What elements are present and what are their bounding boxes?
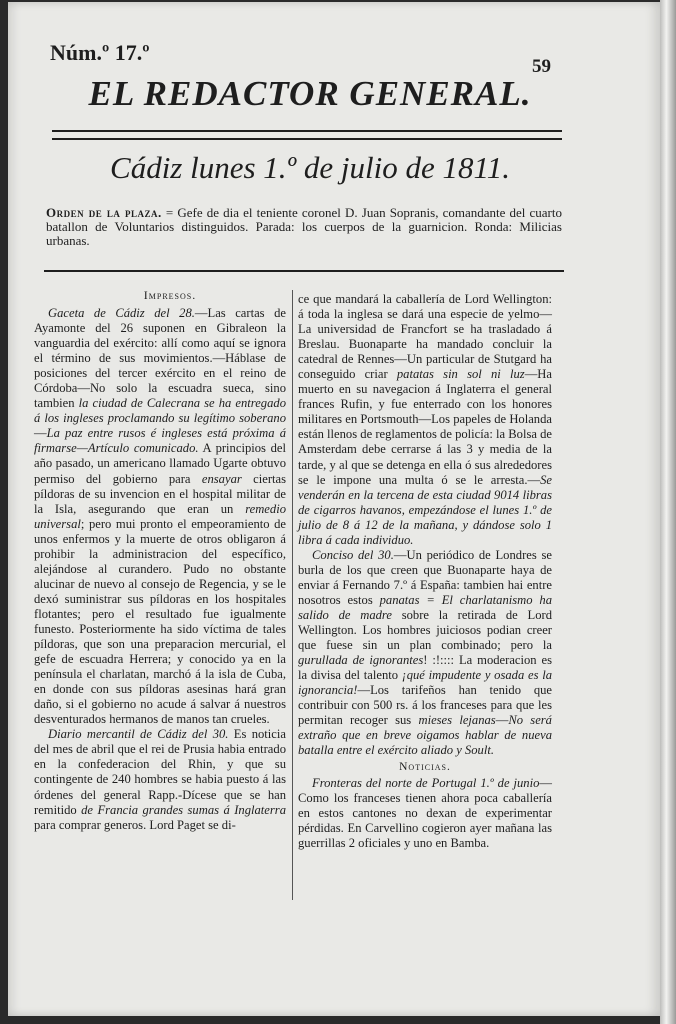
text-run-italic: No será extraño que en breve oigamos hablar de nueva batalla entre el exército aliado y Soult. [298,713,552,758]
issue-number: Núm.º 17.º [50,40,150,65]
text-run-italic: de Francia grandes sumas á Inglaterra [81,802,286,817]
masthead-title: EL REDACTOR GENERAL. [88,74,532,113]
orden-label: Orden de la plaza. [46,205,162,220]
text-run: — [495,713,509,728]
text-run-italic: panatas = El charlatanismo ha salido de madre [298,592,553,622]
fronteras-lead: Fronteras del norte de Portugal 1.º de junio [312,775,540,790]
section-rule [44,270,564,272]
text-run: —Ha muerto en su navegacion á Inglaterra el general frances Rufin, y fue enterrado con los honores militares en Portsmouth—Los papeles de Holanda están llenos de reglamentos de policía: la Bolsa de Amsterdam debe cerrarse á las 3 y media de la tarde, y al que se detenga en ella ó sus alrededores se le impone una multa ó se le arresta.— [298,367,552,487]
gaceta-lead: Gaceta de Cádiz del 28. [48,306,195,320]
text-run: —Los tarifeños han tenido que contribuir con 500 rs. á los franceses para que les permitan recoger sus [298,683,552,728]
paragraph-conciso [298,548,552,759]
text-run-italic: Se venderán en la tercena de esta ciudad 9014 libras de cigarros havanos, empezándose el lunes 1.º de julio de 8 á 12 de la mañana, y dándose solo 1 libra á cada individuo. [298,472,552,547]
paragraph-diario [34,727,286,832]
text-run-italic: gurullada de ignorantes [298,653,424,668]
text-run: para comprar generos. Lord Paget se di- [34,817,236,832]
text-run-italic: la ciudad de Calecrana se ha entregado á los ingleses proclamando su legítimo soberano [34,396,286,426]
text-run: —Un periódico de Londres se burla de los que creen que Buonaparte haya de enviar á Fernando 7.º á España: tambien hai entre nosotros estos [298,547,552,607]
text-run: sobre la retirada de Lord Wellington. Los hombres juiciosos podian creer que fuese sin un plan combinado; pero la [298,607,552,653]
orden-de-la-plaza [46,206,562,248]
noticias-heading: Noticias. [399,761,451,774]
book-spine-edge [660,0,676,1024]
masthead-double-rule [52,130,562,140]
page-number: 59 [532,56,551,77]
paragraph-gaceta [34,306,286,727]
text-run-italic: ¡qué impudente y osada es la ignorancia! [298,668,552,698]
text-run: — [34,426,47,441]
text-run: ; pero mui pronto el empeoramiento de unos enfermos y la muerte de otros obligaron á prohibir la administracion del específico, alejándose al curandero. Pudo no obstante alucinar de nuevo al consejo de Regencia, y se le dexó suministrar sus píldoras en los hospitales flotantes; pero el resultado fue igualmente funesto. Posteriormente ha sido víctima de tales píldoras, que son una preparacion mercurial, el gefe de escuadra Herrera; y conocido ya en la península el charlatan, marchó á la isla de Cuba, en donde con sus píldoras asesinas hará gran daño, si el gobierno no acude á salvar á nuestros desventurados hermanos de manos tan crueles. [34,516,286,727]
text-run-italic: ensayar [201,471,242,486]
text-run: ! :!:::: La moderacion es la divisa del talento [298,653,552,683]
orden-text: = Gefe de dia el teniente coronel D. Juan Sopranis, comandante del cuarto batallon de Voluntarios distinguidos. Parada: los cuerpos de la guarnicion. Ronda: Milicias urbanas. [46,205,562,248]
conciso-lead: Conciso del 30. [312,547,394,562]
column-left [34,306,286,833]
impresos-heading: Impresos. [143,288,197,302]
text-run-italic: La paz entre rusos é ingleses está próxima á firmarse—Artículo comunicado. [34,426,286,456]
text-run: ciertas píldoras de su invencion en el hospital militar de la Isla, asegurando que eran un [34,471,286,516]
text-run: A principios del año pasado, un americano llamado Ugarte obtuvo permiso del gobierno para [34,441,286,486]
text-run: — Como los franceses tienen ahora poca caballería en estos cantones no dexan de experimentar pérdidas. En Carvellino cogieron ayer mañana las guerrillas 2 oficiales y uno en Bamba. [298,775,552,850]
text-run-italic: mieses lejanas [418,713,496,728]
column-divider [292,290,293,900]
paragraph-fronteras [298,776,552,851]
text-run-italic: patatas sin sol ni luz [396,367,525,382]
text-run: Es noticia del mes de abril que el rei de Prusia habia entrado en la confederacion del Rhin, y que su contingente de 240 hombres se habia puesto á las órdenes del general Rapp.-Dícese que se han remitido [34,727,286,817]
column-right [298,292,552,851]
text-run: —Las cartas de Ayamonte del 26 suponen en Gibraleon la vanguardia del exército: allí como aquí se ignora el término de sus movimientos.—Háblase de posiciones del tercer exército en el reino de Córdoba—No solo la escuadra sueca, sino tambien [34,306,286,411]
dateline: Cádiz lunes 1.º de julio de 1811. [110,150,510,185]
paragraph-diario-continued [298,292,552,548]
diario-lead: Diario mercantil de Cádiz del 30. [48,727,229,742]
text-run: ce que mandará la caballería de Lord Wellington: á toda la inglesa se dará una especie de yelmo—La universidad de Francfort se ha trasladado á Breslau. Buonaparte ha mandado concluir la catedral de Rennes—Un particular de Stutgard ha conseguido criar [298,292,552,382]
text-run-italic: remedio universal [34,501,286,531]
